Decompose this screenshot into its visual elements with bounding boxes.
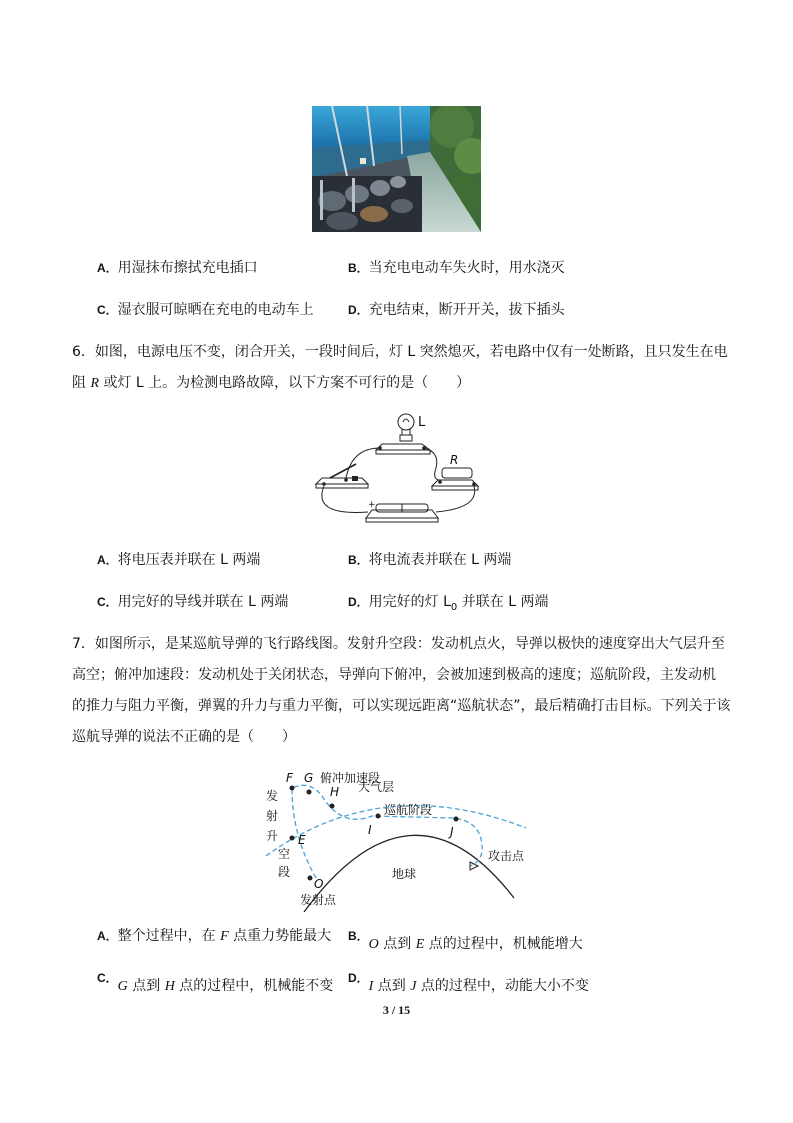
atmosphere-label: 大气层 (358, 780, 395, 794)
cruise-label: 巡航阶段 (384, 803, 433, 817)
point-symbol: O (368, 937, 379, 952)
launch-label-3: 升 (266, 829, 279, 843)
point-H: H (330, 785, 340, 799)
option-text: 整个过程中，在 (117, 928, 221, 944)
option-text: 点重力势能最大 (228, 928, 332, 944)
q6-line-1: 6．如图，电源电压不变，闭合开关，一段时间后，灯 L 突然熄灭，若电路中仅有一处断路，且只发生在电 (72, 344, 728, 360)
point-G: G (304, 771, 314, 785)
point-O: O (314, 877, 324, 891)
option-letter: A． (97, 553, 118, 567)
q7-option-c (97, 968, 333, 997)
point-symbol: I (368, 979, 374, 994)
point-symbol: E (415, 937, 425, 952)
point-E: E (298, 833, 306, 847)
dive-label: 俯冲加速段 (320, 771, 381, 785)
lamp-label: L (418, 415, 426, 430)
option-letter: B． (348, 261, 369, 275)
option-text: 用湿抹布擦拭充电插口 (117, 260, 258, 276)
q6-line-2 (72, 368, 752, 399)
option-text: 点的过程中，机械能增大 (424, 936, 583, 952)
option-text: 点的过程中，动能大小不变 (416, 978, 589, 994)
option-letter: A． (97, 261, 118, 275)
point-J: J (450, 825, 454, 839)
q6-option-b (348, 550, 511, 570)
q5-option-b (348, 258, 565, 278)
q6-option-c (97, 592, 288, 612)
point-symbol: H (164, 979, 175, 994)
page-number: 3 / 15 (382, 1003, 411, 1017)
earth-label: 地球 (392, 867, 417, 881)
option-text: 并联在 L 两端 (457, 594, 549, 610)
text: 或灯 L 上。为检测电路故障，以下方案不可行的是（ ） (99, 375, 471, 391)
option-letter: C． (97, 595, 118, 609)
q6-option-d (348, 592, 548, 618)
plus-label: + (368, 500, 376, 510)
q6-option-a (97, 550, 260, 570)
option-text: 点到 (378, 936, 416, 952)
option-text: 将电压表并联在 L 两端 (117, 552, 261, 568)
launch-label-2: 射 (266, 809, 279, 823)
resistor-symbol: R (90, 376, 100, 391)
option-text: 用完好的导线并联在 L 两端 (117, 594, 289, 610)
option-letter: C． (97, 971, 118, 985)
q5-option-d (348, 300, 565, 320)
point-symbol: J (410, 979, 417, 994)
point-I: I (368, 823, 372, 837)
q7-line-1: 7．如图所示，是某巡航导弹的飞行路线图。发射升空段：发动机点火，导弹以极快的速度穿出大气层升至 (72, 636, 725, 652)
charging-shed-photo (312, 106, 481, 232)
option-letter: B． (348, 929, 369, 943)
option-text: 当充电电动车失火时，用水浇灭 (368, 260, 565, 276)
option-text: 点到 (373, 978, 411, 994)
q7-line-4: 巡航导弹的说法不正确的是（ ） (72, 729, 296, 745)
q7-option-d (348, 968, 589, 997)
option-letter: A． (97, 929, 118, 943)
option-text: 点到 (127, 978, 165, 994)
q7-stem (72, 629, 752, 753)
option-text: 点的过程中，机械能不变 (174, 978, 334, 994)
attack-point-label: 攻击点 (488, 849, 525, 863)
text: 阻 (72, 375, 91, 391)
q5-option-a (97, 258, 258, 278)
q6-stem (72, 337, 752, 399)
point-symbol: G (117, 979, 128, 994)
q7-option-a (97, 926, 331, 947)
subscript: 0 (450, 601, 458, 613)
circuit-figure (312, 408, 484, 530)
point-F: F (286, 771, 293, 785)
option-letter: C． (97, 303, 118, 317)
option-letter: D． (348, 595, 369, 609)
launch-label-1: 发 (266, 789, 279, 803)
launch-point-label: 发射点 (300, 893, 337, 907)
q7-line-2: 高空；俯冲加速段：发动机处于关闭状态，导弹向下俯冲，会被加速到极高的速度；巡航阶段，主发动机 (72, 667, 716, 683)
q5-option-c (97, 300, 314, 320)
point-symbol: F (220, 929, 229, 944)
option-text: 将电流表并联在 L 两端 (368, 552, 512, 568)
option-text: 充电结束，断开开关，拔下插头 (368, 302, 565, 318)
air-label-2: 段 (278, 865, 291, 879)
option-text: 湿衣服可晾晒在充电的电动车上 (117, 302, 314, 318)
option-letter: D． (348, 303, 369, 317)
flight-path-figure (262, 766, 532, 912)
q7-option-b (348, 926, 583, 955)
q7-line-3: 的推力与阻力平衡，弹翼的升力与重力平衡，可以实现远距离“巡航状态”，最后精确打击目标。下列关于该 (72, 698, 731, 714)
resistor-label: R (450, 453, 459, 467)
option-letter: D． (348, 971, 369, 985)
air-label-1: 空 (278, 847, 291, 861)
option-text: 用完好的灯 L (368, 594, 451, 610)
option-letter: B． (348, 553, 369, 567)
